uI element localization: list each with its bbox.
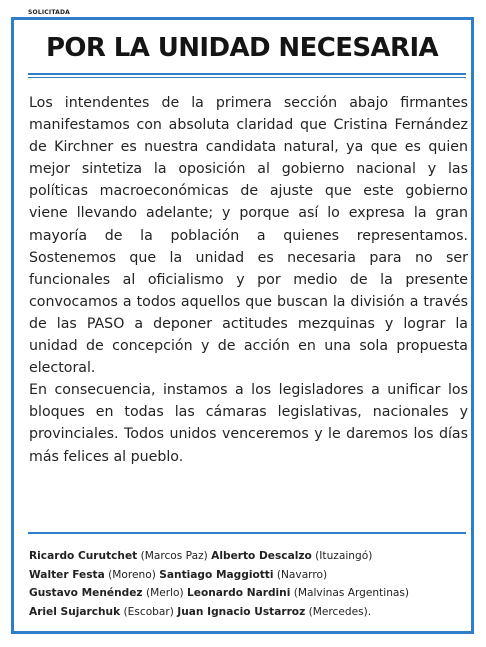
body-paragraph-1: Los intendentes de la primera sección abajo firmantes manifestamos con absoluta claridad que Cristina Fernández de Kirchner es nuestra candidata natural, ya que es quien mejor sintetiza la oposición al gobierno nacional y las políticas macroeconómicas de ajuste que este gobierno viene llevando adelante; y porque así lo expresa la gran mayoría de la población a quienes representamos. Sostenemos que la unidad es necesaria para no ser funcionales al oficialismo y por medio de la presente convocamos a todos aquellos que buscan la división a través de las PASO a deponer actitudes mezquinas y lograr la unidad de concepción y de acción en una sola propuesta electoral. — [29, 95, 468, 377]
signer-place: (Merlo) — [145, 587, 184, 600]
signers-line — [29, 547, 469, 566]
signer-place: (Moreno) — [108, 568, 156, 581]
title-divider-thick — [28, 73, 466, 75]
notice-body — [29, 92, 468, 468]
signers-line — [29, 566, 469, 585]
signer-name: Alberto Descalzo — [211, 550, 312, 562]
solicitada-label: SOLICITADA — [28, 9, 71, 16]
signer-place: (Escobar) — [123, 606, 174, 619]
notice-frame — [11, 17, 474, 634]
signer-name: Leonardo Nardini — [187, 587, 291, 600]
title-divider-thin — [28, 77, 466, 78]
body-paragraph-2: En consecuencia, instamos a los legisladores a unificar los bloques en todas las cámaras legislativas, nacionales y provinciales. Todos unidos venceremos y le daremos los días más felices al pueblo. — [29, 382, 468, 465]
signer-place: (Ituzaingó) — [315, 550, 373, 562]
signers-line — [29, 603, 469, 622]
signer-name: Juan Ignacio Ustarroz — [177, 606, 306, 619]
signers-line — [29, 584, 469, 603]
signer-place: (Malvinas Argentinas) — [293, 587, 410, 600]
signer-name: Ricardo Curutchet — [29, 550, 138, 562]
signer-place: (Mercedes). — [308, 606, 372, 619]
signer-name: Ariel Sujarchuk — [29, 606, 121, 619]
signer-place: (Navarro) — [276, 568, 328, 581]
notice-title: POR LA UNIDAD NECESARIA — [45, 33, 439, 63]
signer-place: (Marcos Paz) — [140, 550, 208, 562]
signer-name: Gustavo Menéndez — [29, 587, 143, 600]
signer-name: Walter Festa — [29, 568, 105, 581]
signers-list — [29, 547, 469, 622]
signers-divider — [28, 532, 466, 534]
signer-name: Santiago Maggiotti — [159, 568, 274, 581]
